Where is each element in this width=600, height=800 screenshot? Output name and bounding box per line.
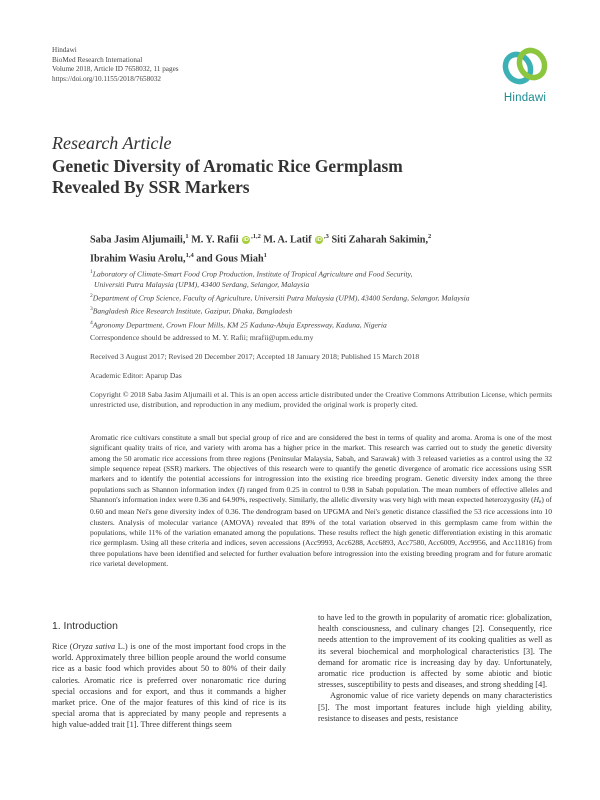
affiliation-1-continued: Universiti Putra Malaysia (UPM), 43400 Serdang, Selangor, Malaysia — [94, 280, 310, 290]
hindawi-rings-icon — [501, 44, 549, 88]
author-affil-ref: 1 — [263, 252, 267, 260]
title-line-2: Revealed By SSR Markers — [52, 177, 250, 197]
orcid-icon[interactable]: iD — [316, 237, 322, 244]
intro-paragraph: Agronomic value of rice variety depends on many characteristics [5]. The most important features include high yielding ability, resistance to diseases and pests, resistance — [318, 691, 552, 723]
author-affil-ref: ,3 — [324, 233, 329, 240]
article-dates: Received 3 August 2017; Revised 20 December 2017; Accepted 18 January 2018; Published 15 March 2018 — [90, 352, 420, 361]
author-affil-ref: 1 — [185, 233, 189, 240]
publisher-name: Hindawi — [52, 46, 77, 54]
author-list — [90, 229, 560, 268]
article-type: Research Article — [52, 133, 172, 153]
author-affil-ref: ,1,2 — [251, 233, 261, 240]
affiliation-2: $^2$Department of Crop Science, Faculty of Agriculture, Universiti Putra Malaysia (UPM), 43400 Serdang, Selangor, Malaysia — [90, 293, 470, 303]
intro-column-left — [52, 641, 286, 731]
author-affil-ref: 1,4 — [185, 252, 194, 260]
author-name: Siti Zaharah Sakimin, — [328, 234, 428, 246]
intro-paragraph: Rice (Oryza sativa L.) is one of the most important food crops in the world. Approximately three billion people around the world consume rice as a basic food which provides about 50 to 80% of their daily calories. Aromatic rice is preferred over nonaromatic rice during special occasions and for export, and thus it commands a higher market price. One of the major features of this kind of rice is its special aroma that is appreciated by many people and represents a high value-added trait [1]. Three different things seem — [52, 642, 286, 730]
hindawi-wordmark: Hindawi — [503, 92, 547, 104]
author-affil-ref: 2 — [428, 233, 432, 240]
correspondence: Correspondence should be addressed to M. Y. Rafii; mrafii@upm.edu.my — [90, 333, 314, 342]
author-name: M. A. Latif — [260, 234, 312, 246]
doi-link[interactable]: https://doi.org/10.1155/2018/7658032 — [52, 74, 162, 83]
author-name: Ibrahim Wasiu Arolu, — [90, 253, 186, 265]
volume-info: Volume 2018, Article ID 7658032, 11 pages — [52, 65, 179, 74]
journal-name: BioMed Research International — [52, 55, 143, 64]
affiliation-1: $^1$Laboratory of Climate-Smart Food Crop Production, Institute of Tropical Agriculture and Food Security, — [90, 269, 413, 279]
article-title — [52, 156, 472, 198]
academic-editor: Academic Editor: Aparup Das — [90, 371, 182, 380]
copyright-notice: Copyright © 2018 Saba Jasim Aljumaili et al. This is an open access article distributed under the Creative Commons Attribution License, which permits unrestricted use, distribution, and reproduction in any medium, provided the original work is properly cited. — [90, 390, 553, 410]
author-name: M. Y. Rafii — [188, 234, 239, 246]
author-name: Saba Jasim Aljumaili, — [90, 234, 186, 246]
intro-column-right — [318, 612, 552, 724]
affiliations — [90, 267, 560, 331]
author-name: and Gous Miah — [193, 253, 264, 265]
affiliation-3: $^3$Bangladesh Rice Research Institute, Gazipur, Dhaka, Bangladesh — [90, 306, 293, 316]
abstract: Aromatic rice cultivars constitute a small but special group of rice and are considered the best in terms of quality and aroma. Aroma is one of the most significant quality traits of rice, and variety with aroma has a higher price in the market. This research was carried out to study the genetic diversity among the 50 aromatic rice accessions from three regions (Peninsular Malaysia, Sabah, and Sarawak) with 3 released varieties as a control using the 32 simple sequence repeat (SSR) markers. The objectives of this research were to quantify the genetic divergence of aromatic rice accessions using SSR markers and to identify the potential accessions for introgression into the existing rice breeding program. Genetic diversity index among the three populations such as Shannon information index (I) ranged from 0.25 in control to 0.98 in Sabah population. The mean numbers of effective alleles and Shannon's information index were 0.36 and 64.90%, respectively. Similarly, the allelic diversity was very high with mean expected heterozygosity (He) of 0.60 and mean Nei's gene diversity index of 0.36. The dendrogram based on UPGMA and Nei's genetic distance classified the 53 rice accessions into 10 clusters. Analysis of molecular variance (AMOVA) revealed that 89% of the total variation observed in this germplasm came from within the populations, while 11% of the variation emanated among the populations. These results reflect the high genetic differentiation existing in this aromatic rice germplasm. Using all these criteria and indices, seven accessions (Acc9993, Acc6288, Acc6893, Acc7580, Acc6009, Acc9956, and Acc11816) from three populations have been identified and selected for further evaluation before introgression into the existing breeding program and for future aromatic rice varietal development. — [90, 433, 553, 569]
section-heading-introduction: 1. Introduction — [52, 621, 118, 632]
affiliation-4: $^4$Agronomy Department, Crown Flour Mills, KM 25 Kaduna-Abuja Expressway, Kaduna, Nigeria — [90, 319, 387, 330]
title-line-1: Genetic Diversity of Aromatic Rice Germplasm — [52, 156, 403, 176]
hindawi-logo — [497, 44, 553, 106]
journal-header — [52, 46, 179, 84]
orcid-icon[interactable]: iD — [243, 237, 249, 244]
intro-paragraph: to have led to the growth in popularity of aromatic rice: globalization, health consciousness, and culinary changes [2]. Consequently, rice needs attention to the improvement of its cooking qualities as well as its several biochemical and morphological characteristics [3]. The demand for aromatic rice is increasing day by day. Unfortunately, aromatic rice production is affected by some abiotic and biotic stresses, susceptibility to pests and diseases, and strong shedding [4]. — [318, 613, 552, 690]
